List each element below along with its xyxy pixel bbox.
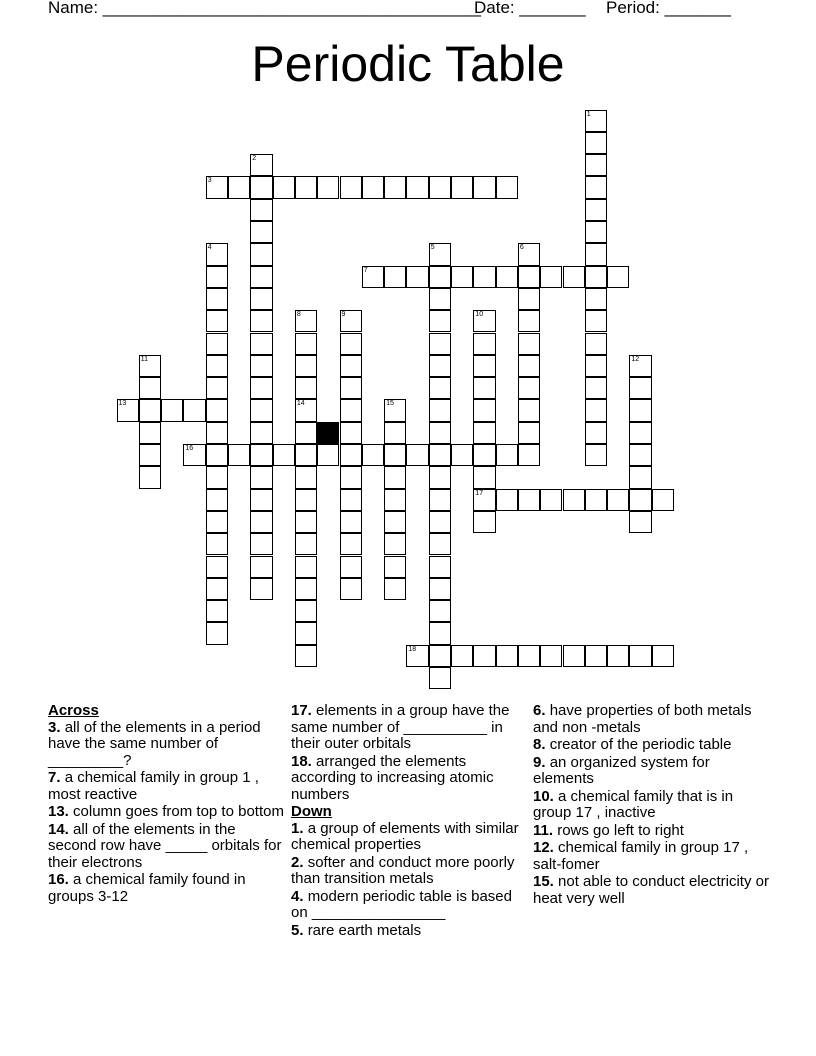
clue-down-4: 4. modern periodic table is based on ________________ — [291, 887, 512, 921]
crossword-cell[interactable] — [652, 489, 674, 511]
crossword-cell[interactable] — [295, 310, 317, 332]
crossword-cell[interactable] — [585, 176, 607, 198]
clue-across-14: 14. all of the elements in the second row have _____ orbitals for their electrons — [48, 820, 282, 871]
clue-across-18: 18. arranged the elements according to increasing atomic numbers — [291, 752, 494, 803]
crossword-cell[interactable] — [429, 511, 451, 533]
crossword-cell[interactable] — [250, 333, 272, 355]
clue-down-2: 2. softer and conduct more poorly than transition metals — [291, 853, 515, 887]
crossword-cell[interactable] — [206, 600, 228, 622]
crossword-cell[interactable] — [429, 399, 451, 421]
clue-across-17: 17. elements in a group have the same number of __________ in their outer orbitals — [291, 702, 510, 752]
crossword-cell[interactable] — [429, 355, 451, 377]
crossword-cell[interactable] — [250, 489, 272, 511]
crossword-cell[interactable] — [473, 377, 495, 399]
crossword-cell[interactable] — [451, 444, 473, 466]
crossword-cell[interactable] — [295, 622, 317, 644]
crossword-cell[interactable] — [317, 444, 339, 466]
crossword-cell[interactable] — [139, 377, 161, 399]
clue-across-13: 13. column goes from top to bottom — [48, 803, 284, 820]
crossword-cell[interactable] — [250, 578, 272, 600]
name-field-label: Name: ________________________________________ — [48, 0, 481, 17]
crossword-cell[interactable] — [139, 355, 161, 377]
crossword-cell[interactable] — [629, 355, 651, 377]
crossword-cell[interactable] — [496, 266, 518, 288]
crossword-clue-number: 4 — [207, 244, 212, 252]
crossword-cell[interactable] — [206, 422, 228, 444]
crossword-cell[interactable] — [384, 556, 406, 578]
crossword-cell[interactable] — [518, 333, 540, 355]
crossword-cell[interactable] — [206, 176, 228, 198]
crossword-cell[interactable] — [473, 399, 495, 421]
crossword-cell[interactable] — [629, 466, 651, 488]
crossword-cell[interactable] — [473, 176, 495, 198]
crossword-cell[interactable] — [518, 444, 540, 466]
crossword-cell[interactable] — [518, 310, 540, 332]
crossword-cell[interactable] — [473, 645, 495, 667]
crossword-cell[interactable] — [429, 422, 451, 444]
crossword-cell[interactable] — [429, 466, 451, 488]
crossword-cell[interactable] — [340, 377, 362, 399]
crossword-cell[interactable] — [250, 199, 272, 221]
crossword-cell[interactable] — [183, 444, 205, 466]
crossword-cell[interactable] — [250, 399, 272, 421]
crossword-cell[interactable] — [362, 176, 384, 198]
crossword-clue-number: 17 — [475, 489, 484, 497]
crossword-cell[interactable] — [473, 511, 495, 533]
crossword-cell[interactable] — [384, 176, 406, 198]
crossword-cell[interactable] — [295, 333, 317, 355]
crossword-cell[interactable] — [384, 578, 406, 600]
crossword-cell[interactable] — [295, 556, 317, 578]
crossword-cell[interactable] — [406, 266, 428, 288]
crossword-cell[interactable] — [585, 310, 607, 332]
crossword-cell[interactable] — [585, 243, 607, 265]
crossword-cell[interactable] — [117, 399, 139, 421]
clue-across-16: 16. a chemical family found in groups 3-12 — [48, 871, 246, 905]
down-heading: Down — [291, 803, 332, 820]
crossword-cell[interactable] — [295, 578, 317, 600]
crossword-cell[interactable] — [340, 489, 362, 511]
crossword-cell[interactable] — [340, 533, 362, 555]
crossword-cell[interactable] — [429, 243, 451, 265]
crossword-cell[interactable] — [496, 489, 518, 511]
crossword-cell[interactable] — [206, 266, 228, 288]
crossword-cell[interactable] — [206, 556, 228, 578]
crossword-cell[interactable] — [384, 422, 406, 444]
clue-down-8: 8. creator of the periodic table — [533, 736, 732, 753]
date-field-label: Date: _______ — [474, 0, 586, 17]
crossword-cell[interactable] — [473, 333, 495, 355]
crossword-cell[interactable] — [518, 355, 540, 377]
crossword-cell[interactable] — [295, 399, 317, 421]
crossword-cell[interactable] — [340, 444, 362, 466]
clue-down-9: 9. an organized system for elements — [533, 753, 710, 787]
crossword-cell[interactable] — [250, 444, 272, 466]
crossword-cell[interactable] — [295, 533, 317, 555]
clue-down-12: 12. chemical family in group 17 , salt-fomer — [533, 839, 749, 873]
clue-across-7: 7. a chemical family in group 1 , most reactive — [48, 769, 259, 803]
crossword-clue-number: 15 — [386, 400, 394, 408]
crossword-cell[interactable] — [496, 444, 518, 466]
crossword-cell[interactable] — [295, 645, 317, 667]
crossword-cell[interactable] — [540, 266, 562, 288]
crossword-cell[interactable] — [139, 399, 161, 421]
crossword-cell[interactable] — [585, 288, 607, 310]
crossword-cell[interactable] — [518, 288, 540, 310]
crossword-cell[interactable] — [340, 511, 362, 533]
crossword-clue-number: 1 — [586, 110, 591, 118]
crossword-cell[interactable] — [340, 556, 362, 578]
crossword-cell[interactable] — [250, 266, 272, 288]
crossword-cell[interactable] — [228, 444, 250, 466]
crossword-cell[interactable] — [340, 399, 362, 421]
crossword-cell[interactable] — [451, 176, 473, 198]
crossword-cell[interactable] — [585, 422, 607, 444]
crossword-clue-number: 11 — [140, 355, 149, 363]
crossword-cell[interactable] — [250, 221, 272, 243]
crossword-cell[interactable] — [585, 333, 607, 355]
crossword-clue-number: 10 — [475, 311, 484, 319]
crossword-cell[interactable] — [206, 355, 228, 377]
crossword-cell[interactable] — [250, 310, 272, 332]
crossword-cell[interactable] — [206, 399, 228, 421]
crossword-cell[interactable] — [540, 645, 562, 667]
crossword-cell[interactable] — [340, 466, 362, 488]
crossword-clue-number: 12 — [631, 355, 640, 363]
crossword-cell[interactable] — [340, 310, 362, 332]
crossword-cell[interactable] — [429, 176, 451, 198]
crossword-cell[interactable] — [585, 221, 607, 243]
crossword-cell[interactable] — [295, 489, 317, 511]
crossword-cell[interactable] — [295, 466, 317, 488]
crossword-cell[interactable] — [585, 444, 607, 466]
clue-down-5: 5. rare earth metals — [291, 921, 422, 939]
crossword-clue-number: 18 — [408, 645, 417, 653]
crossword-cell[interactable] — [629, 377, 651, 399]
clue-down-15: 15. not able to conduct electricity or heat very well — [533, 873, 769, 907]
crossword-cell[interactable] — [429, 377, 451, 399]
crossword-cell[interactable] — [540, 489, 562, 511]
crossword-cell[interactable] — [340, 176, 362, 198]
crossword-cell[interactable] — [161, 399, 183, 421]
crossword-cell[interactable] — [629, 511, 651, 533]
crossword-cell[interactable] — [496, 176, 518, 198]
crossword-cell[interactable] — [384, 444, 406, 466]
crossword-cell[interactable] — [629, 444, 651, 466]
crossword-cell[interactable] — [362, 266, 384, 288]
crossword-cell[interactable] — [585, 154, 607, 176]
crossword-cell[interactable] — [496, 645, 518, 667]
crossword-clue-number: 3 — [207, 177, 212, 185]
crossword-cell[interactable] — [473, 266, 495, 288]
crossword-cell[interactable] — [183, 399, 205, 421]
crossword-cell[interactable] — [273, 444, 295, 466]
crossword-cell[interactable] — [295, 355, 317, 377]
crossword-cell[interactable] — [429, 444, 451, 466]
crossword-cell[interactable] — [295, 444, 317, 466]
crossword-cell[interactable] — [384, 466, 406, 488]
crossword-clue-number: 6 — [519, 244, 524, 252]
crossword-cell[interactable] — [473, 489, 495, 511]
crossword-cell[interactable] — [206, 511, 228, 533]
crossword-cell[interactable] — [629, 399, 651, 421]
crossword-clue-number: 13 — [118, 400, 127, 408]
crossword-cell[interactable] — [607, 266, 629, 288]
crossword-cell[interactable] — [518, 399, 540, 421]
clue-down-6: 6. have properties of both metals and non -metals — [533, 702, 752, 736]
crossword-cell[interactable] — [139, 466, 161, 488]
crossword-cell[interactable] — [585, 266, 607, 288]
crossword-cell[interactable] — [206, 578, 228, 600]
crossword-cell[interactable] — [273, 176, 295, 198]
crossword-cell[interactable] — [429, 533, 451, 555]
crossword-black-cell — [317, 422, 339, 444]
crossword-cell[interactable] — [406, 176, 428, 198]
crossword-cell[interactable] — [518, 266, 540, 288]
crossword-cell[interactable] — [250, 422, 272, 444]
crossword-cell[interactable] — [563, 266, 585, 288]
crossword-cell[interactable] — [429, 622, 451, 644]
period-field-label: Period: _______ — [606, 0, 731, 17]
clue-down-11: 11. rows go left to right — [533, 821, 684, 839]
clue-across-3: 3. all of the elements in a period have the same number of _________? — [48, 718, 261, 769]
crossword-cell[interactable] — [206, 310, 228, 332]
crossword-cell[interactable] — [206, 444, 228, 466]
crossword-cell[interactable] — [250, 533, 272, 555]
crossword-cell[interactable] — [518, 645, 540, 667]
crossword-cell[interactable] — [384, 533, 406, 555]
crossword-cell[interactable] — [340, 355, 362, 377]
crossword-clue-number: 8 — [296, 311, 301, 319]
crossword-cell[interactable] — [206, 333, 228, 355]
crossword-cell[interactable] — [563, 489, 585, 511]
crossword-cell[interactable] — [473, 444, 495, 466]
crossword-cell[interactable] — [250, 511, 272, 533]
crossword-clue-number: 14 — [296, 400, 305, 408]
crossword-cell[interactable] — [585, 489, 607, 511]
clue-down-1: 1. a group of elements with similar chemical properties — [291, 819, 519, 853]
crossword-cell[interactable] — [295, 600, 317, 622]
crossword-cell[interactable] — [518, 243, 540, 265]
page-title: Periodic Table — [251, 36, 565, 92]
crossword-cell[interactable] — [585, 110, 607, 132]
crossword-cell[interactable] — [429, 489, 451, 511]
crossword-cell[interactable] — [295, 511, 317, 533]
crossword-cell[interactable] — [429, 667, 451, 689]
crossword-cell[interactable] — [228, 176, 250, 198]
crossword-cell[interactable] — [206, 243, 228, 265]
crossword-cell[interactable] — [250, 154, 272, 176]
crossword-cell[interactable] — [473, 422, 495, 444]
crossword-cell[interactable] — [429, 288, 451, 310]
crossword-clue-number: 9 — [341, 311, 346, 319]
crossword-cell[interactable] — [250, 466, 272, 488]
crossword-cell[interactable] — [384, 511, 406, 533]
crossword-cell[interactable] — [250, 355, 272, 377]
clues-column-1 — [48, 703, 284, 906]
crossword-cell[interactable] — [406, 645, 428, 667]
crossword-cell[interactable] — [206, 533, 228, 555]
crossword-cell[interactable] — [406, 444, 428, 466]
crossword-cell[interactable] — [250, 377, 272, 399]
crossword-clue-number: 7 — [363, 266, 368, 274]
crossword-cell[interactable] — [652, 645, 674, 667]
crossword-cell[interactable] — [206, 466, 228, 488]
clues-column-3 — [533, 703, 769, 908]
crossword-cell[interactable] — [429, 578, 451, 600]
crossword-cell[interactable] — [473, 355, 495, 377]
crossword-cell[interactable] — [585, 399, 607, 421]
crossword-cell[interactable] — [518, 422, 540, 444]
crossword-cell[interactable] — [473, 310, 495, 332]
crossword-cell[interactable] — [585, 355, 607, 377]
across-heading: Across — [48, 702, 99, 719]
crossword-cell[interactable] — [250, 176, 272, 198]
crossword-cell[interactable] — [585, 132, 607, 154]
crossword-cell[interactable] — [384, 266, 406, 288]
crossword-clue-number: 5 — [430, 244, 435, 252]
crossword-cell[interactable] — [629, 422, 651, 444]
crossword-cell[interactable] — [429, 600, 451, 622]
crossword-cell[interactable] — [139, 444, 161, 466]
crossword-cell[interactable] — [340, 578, 362, 600]
crossword-clue-number: 16 — [185, 445, 194, 452]
crossword-cell[interactable] — [429, 556, 451, 578]
crossword-cell[interactable] — [451, 266, 473, 288]
crossword-cell[interactable] — [629, 489, 651, 511]
crossword-cell[interactable] — [206, 622, 228, 644]
crossword-cell[interactable] — [295, 176, 317, 198]
crossword-cell[interactable] — [384, 489, 406, 511]
crossword-cell[interactable] — [518, 377, 540, 399]
crossword-cell[interactable] — [340, 333, 362, 355]
clues-column-2 — [291, 703, 527, 940]
crossword-cell[interactable] — [317, 176, 339, 198]
crossword-cell[interactable] — [362, 444, 384, 466]
crossword-cell[interactable] — [607, 489, 629, 511]
crossword-cell[interactable] — [429, 333, 451, 355]
crossword-cell[interactable] — [206, 288, 228, 310]
crossword-cell[interactable] — [585, 377, 607, 399]
crossword-cell[interactable] — [139, 422, 161, 444]
crossword-cell[interactable] — [429, 266, 451, 288]
crossword-cell[interactable] — [340, 422, 362, 444]
crossword-cell[interactable] — [250, 243, 272, 265]
crossword-cell[interactable] — [384, 399, 406, 421]
crossword-cell[interactable] — [429, 645, 451, 667]
crossword-cell[interactable] — [607, 645, 629, 667]
crossword-cell[interactable] — [295, 377, 317, 399]
crossword-cell[interactable] — [250, 288, 272, 310]
crossword-cell[interactable] — [585, 199, 607, 221]
crossword-cell[interactable] — [563, 645, 585, 667]
crossword-cell[interactable] — [206, 489, 228, 511]
crossword-cell[interactable] — [429, 310, 451, 332]
crossword-clue-number: 2 — [252, 155, 257, 163]
crossword-cell[interactable] — [518, 489, 540, 511]
crossword-cell[interactable] — [473, 466, 495, 488]
crossword-cell[interactable] — [585, 645, 607, 667]
crossword-cell[interactable] — [206, 377, 228, 399]
crossword-cell[interactable] — [451, 645, 473, 667]
clue-down-10: 10. a chemical family that is in group 17 , inactive — [533, 787, 734, 821]
crossword-cell[interactable] — [250, 556, 272, 578]
crossword-cell[interactable] — [629, 645, 651, 667]
crossword-cell[interactable] — [295, 422, 317, 444]
